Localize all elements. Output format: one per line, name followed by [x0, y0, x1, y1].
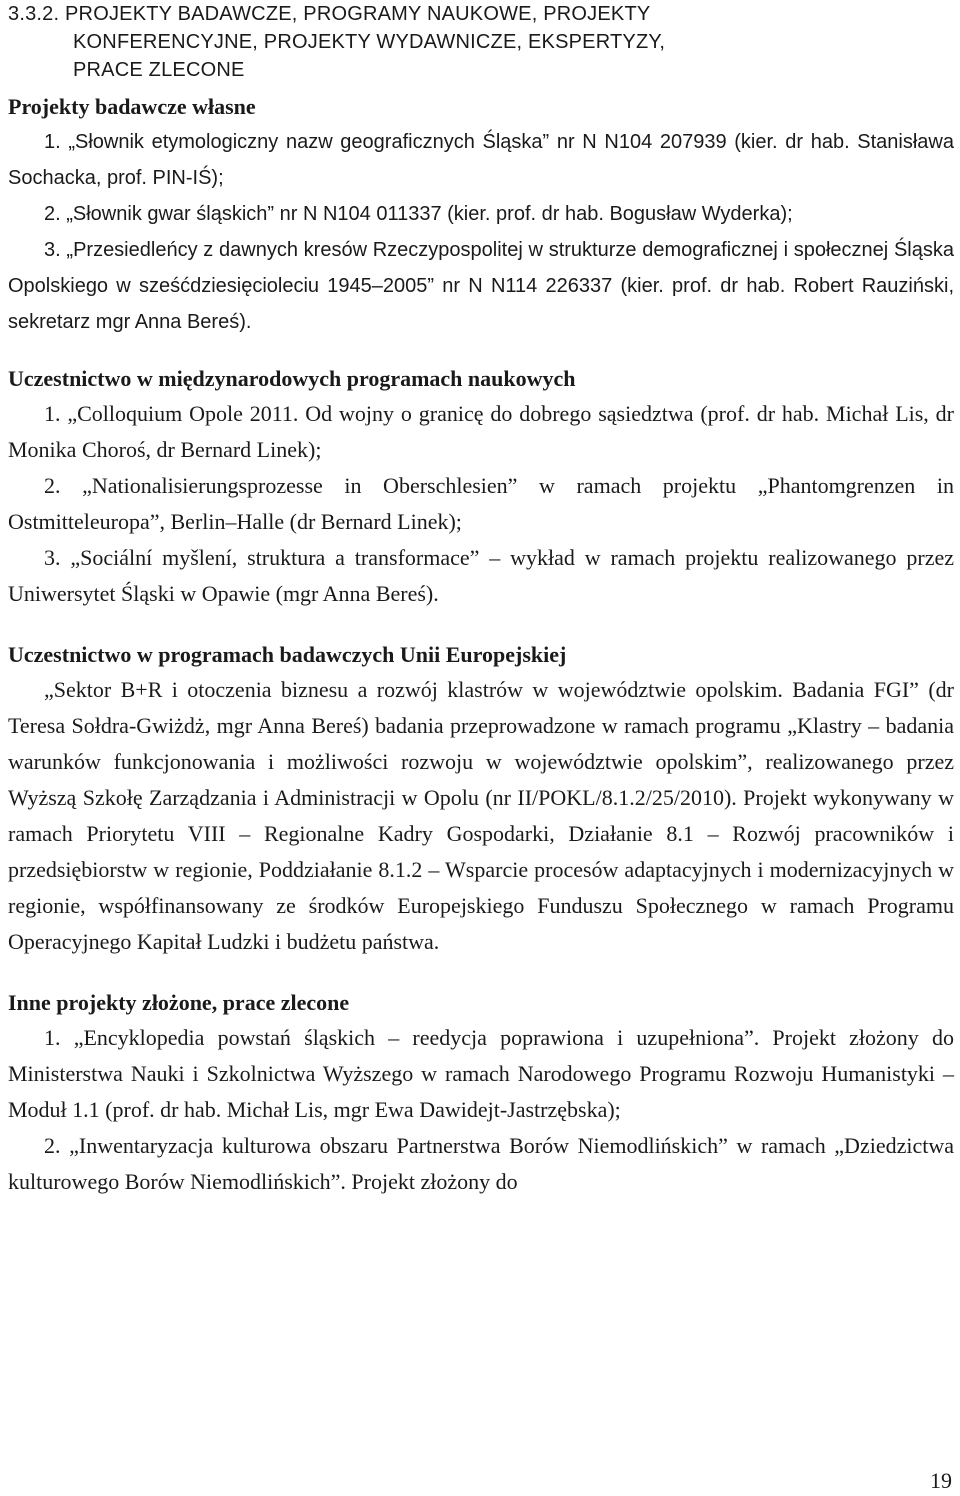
section-other-projects [8, 986, 954, 1200]
section-eu-research-programs [8, 638, 954, 960]
section-own-research-projects [8, 90, 954, 340]
section-heading: Uczestnictwo w programach badawczych Unii Europejskiej [8, 642, 567, 667]
chapter-heading [8, 0, 954, 84]
list-item: 3. „Sociální myšlení, struktura a transformace” – wykład w ramach projektu realizowanego przez Uniwersytet Śląski w Opawie (mgr Anna Bereś). [8, 545, 954, 606]
list-item: 1. „Colloquium Opole 2011. Od wojny o granicę do dobrego sąsiedztwa (prof. dr hab. Michał Lis, dr Monika Choroś, dr Bernard Linek); [8, 401, 954, 462]
chapter-title-line-2: KONFERENCYJNE, PROJEKTY WYDAWNICZE, EKSPERTYZY, [73, 31, 666, 53]
list-item: 1. „Encyklopedia powstań śląskich – reedycja poprawiona i uzupełniona”. Projekt złożony do Ministerstwa Nauki i Szkolnictwa Wyższego w ramach Narodowego Programu Rozwoju Humanistyki – Moduł 1.1 (prof. dr hab. Michał Lis, mgr Ewa Dawidejt-Jastrzębska); [8, 1025, 954, 1122]
section-heading: Inne projekty złożone, prace zlecone [8, 990, 350, 1015]
list-item: 2. „Słownik gwar śląskich” nr N N104 011337 (kier. prof. dr hab. Bogusław Wyderka); [44, 203, 793, 225]
section-heading: Uczestnictwo w międzynarodowych programach naukowych [8, 366, 576, 391]
section-paragraph: „Sektor B+R i otoczenia biznesu a rozwój klastrów w województwie opolskim. Badania FGI” (dr Teresa Sołdra-Gwiżdż, mgr Anna Bereś) badania przeprowadzone w ramach programu „Klastry – badania warunków funkcjonowania i możliwości rozwoju w województwie opolskim”, realizowanego przez Wyższą Szkołę Zarządzania i Administracji w Opolu (nr II/POKL/8.1.2/25/2010). Projekt wykonywany w ramach Priorytetu VIII – Regionalne Kadry Gospodarki, Działanie 8.1 – Rozwój pracowników i przedsiębiorstw w regionie, Poddziałanie 8.1.2 – Wsparcie procesów adaptacyjnych i modernizacyjnych w regionie, współfinansowany ze środków Europejskiego Funduszu Społecznego w ramach Programu Operacyjnego Kapitał Ludzki i budżetu państwa. [8, 677, 954, 954]
chapter-number: 3.3.2. [8, 3, 60, 25]
chapter-title-line-3: PRACE ZLECONE [73, 59, 245, 81]
list-item: 1. „Słownik etymologiczny nazw geograficznych Śląska” nr N N104 207939 (kier. dr hab. Stanisława Sochacka, prof. PIN-IŚ); [8, 131, 954, 189]
chapter-title-line-1: PROJEKTY BADAWCZE, PROGRAMY NAUKOWE, PROJEKTY [65, 3, 651, 25]
section-international-programs [8, 362, 954, 612]
section-heading: Projekty badawcze własne [8, 94, 256, 119]
list-item: 2. „Inwentaryzacja kulturowa obszaru Partnerstwa Borów Niemodlińskich” w ramach „Dziedzictwa kulturowego Borów Niemodlińskich”. Projekt złożony do [8, 1133, 954, 1194]
document-page [8, 0, 954, 1200]
page-number: 19 [930, 1468, 952, 1493]
list-item: 3. „Przesiedleńcy z dawnych kresów Rzeczypospolitej w strukturze demograficznej i społecznej Śląska Opolskiego w sześćdziesięcioleciu 1945–2005” nr N N114 226337 (kier. prof. dr hab. Robert Rauziński, sekretarz mgr Anna Bereś). [8, 239, 954, 333]
list-item: 2. „Nationalisierungsprozesse in Oberschlesien” w ramach projektu „Phantomgrenzen in Ostmitteleuropa”, Berlin–Halle (dr Bernard Linek); [8, 473, 954, 534]
chapter-heading-line-1 [8, 0, 954, 28]
